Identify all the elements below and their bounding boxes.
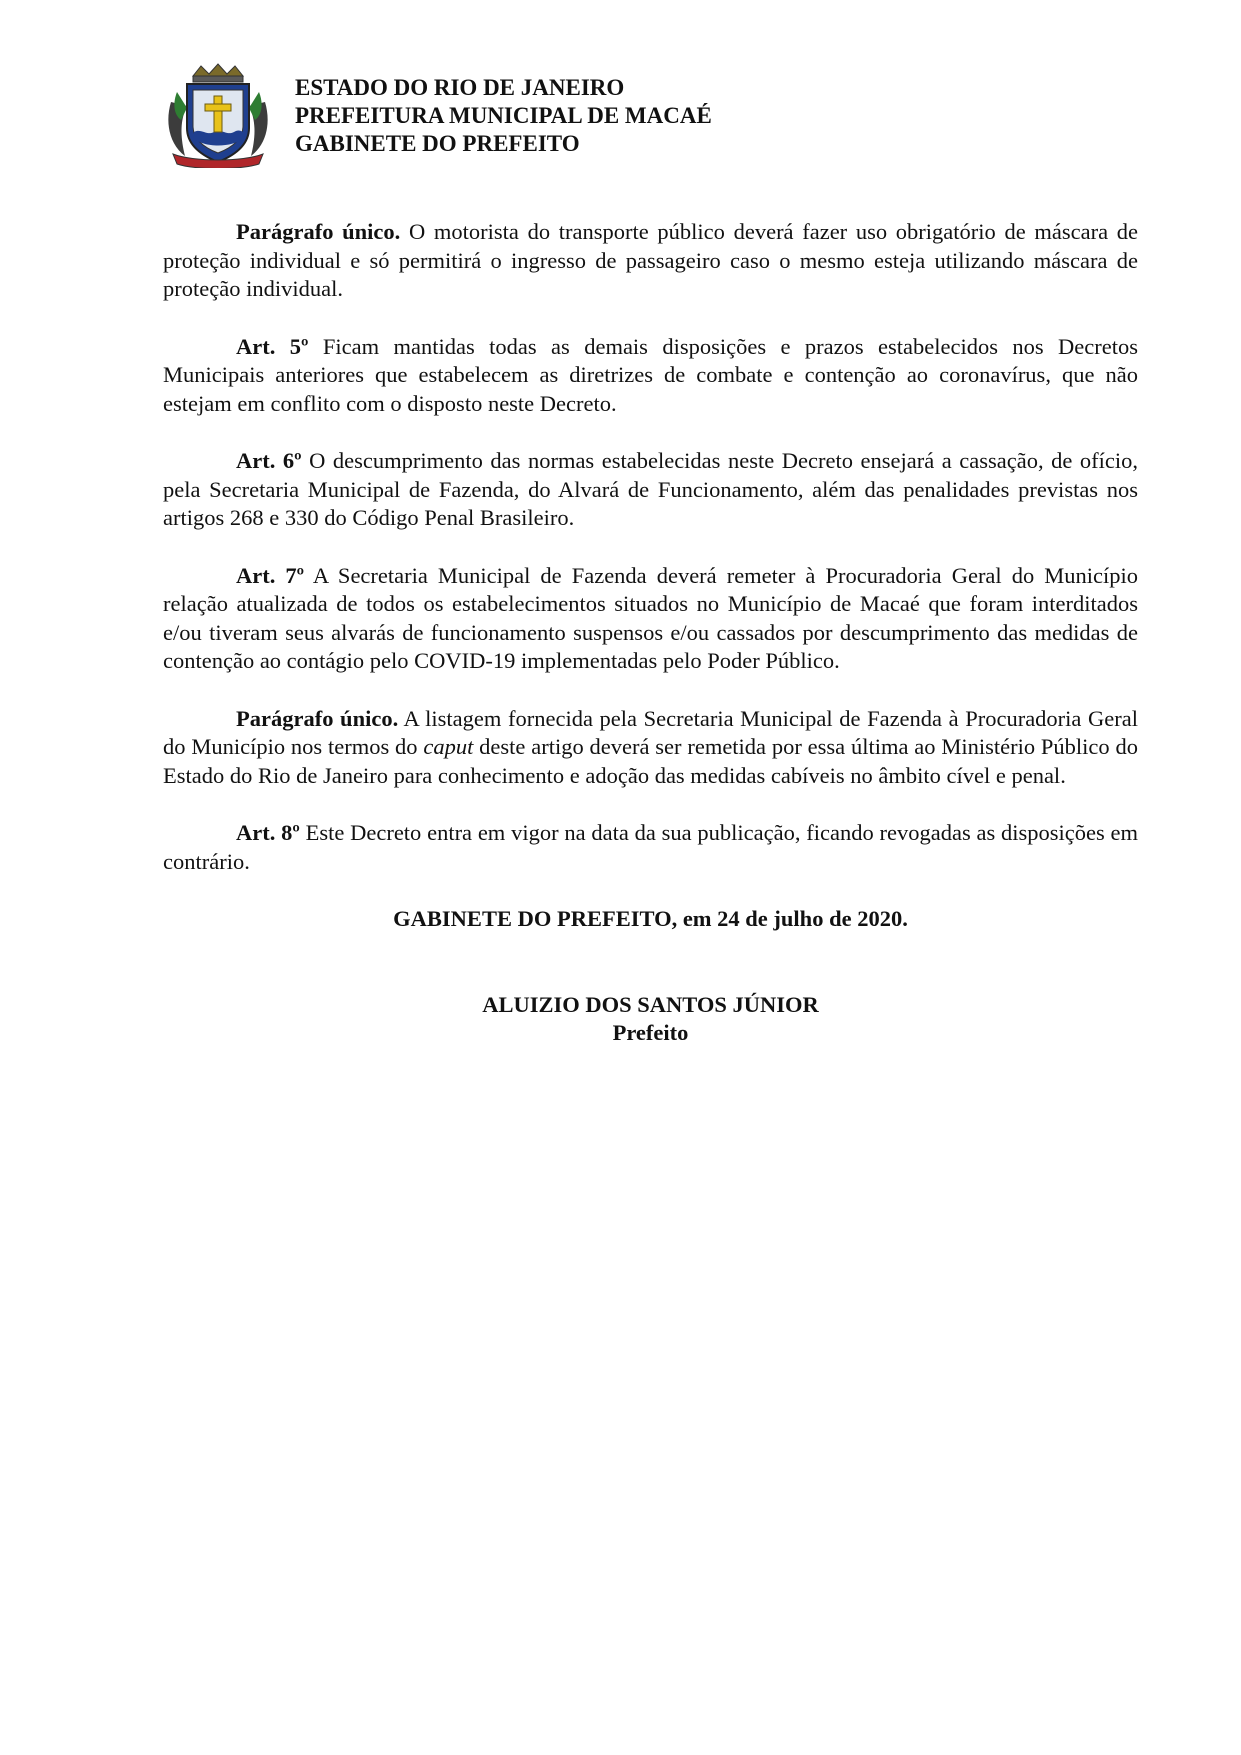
paragraph-text: O motorista do transporte público deverá fazer uso obrigatório de máscara de proteção individual e só permitirá o ingresso de passageiro caso o mesmo esteja utilizando máscara de proteção individual. — [163, 219, 1138, 301]
paragraph-lead: Parágrafo único. — [236, 705, 399, 731]
coat-of-arms-icon — [163, 62, 273, 168]
decree-body — [163, 218, 1138, 1048]
article-5 — [163, 333, 1138, 419]
article-text: O descumprimento das normas estabelecidas neste Decreto ensejará a cassação, de ofício, pela Secretaria Municipal de Fazenda, do Alvará de Funcionamento, além das penalidades previstas nos artigos 268 e 330 do Código Penal Brasileiro. — [163, 448, 1139, 530]
article-6 — [163, 447, 1138, 533]
signatory-title: Prefeito — [612, 1020, 689, 1045]
article-lead: Art. 6º — [236, 448, 302, 473]
closing-date-line: GABINETE DO PREFEITO, em 24 de julho de 2020. — [393, 906, 908, 931]
letterhead-text — [295, 74, 712, 158]
article-lead: Art. 7º — [236, 562, 305, 588]
header-office: GABINETE DO PREFEITO — [295, 131, 580, 156]
letterhead — [163, 62, 1063, 168]
header-state: ESTADO DO RIO DE JANEIRO — [295, 75, 625, 100]
paragraph-italic-term: caput — [423, 734, 474, 759]
paragraph-lead: Parágrafo único. — [236, 219, 401, 244]
signature-block — [163, 991, 1138, 1048]
paragraph-unico-1 — [163, 218, 1138, 304]
signatory-name: ALUIZIO DOS SANTOS JÚNIOR — [482, 991, 819, 1017]
article-lead: Art. 5º — [236, 333, 309, 359]
paragraph-text-after: deste artigo deverá ser remetida por essa última ao Ministério Público do Estado do Rio de Janeiro para conhecimento e adoção das medidas cabíveis no âmbito cível e penal. — [163, 734, 1138, 788]
article-7 — [163, 562, 1138, 676]
paragraph-unico-2 — [163, 705, 1138, 791]
article-8 — [163, 819, 1138, 876]
article-lead: Art. 8º — [236, 820, 300, 845]
article-text: Ficam mantidas todas as demais disposições e prazos estabelecidos nos Decretos Municipais anteriores que estabelecem as diretrizes de combate e contenção ao coronavírus, que não estejam em conflito com o disposto neste Decreto. — [163, 333, 1139, 416]
paragraph-text-before: A listagem fornecida pela Secretaria Municipal de Fazenda à Procuradoria Geral do Município nos termos do — [163, 705, 1138, 759]
article-text: Este Decreto entra em vigor na data da sua publicação, ficando revogadas as disposições em contrário. — [163, 820, 1138, 874]
article-text: A Secretaria Municipal de Fazenda deverá remeter à Procuradoria Geral do Município relação atualizada de todos os estabelecimentos situados no Município de Macaé que foram interditados e/ou tiveram seus alvarás de funcionamento suspensos e/ou cassados por descumprimento das medidas de contenção ao contágio pelo COVID-19 implementadas pelo Poder Público. — [163, 562, 1138, 673]
header-prefecture: PREFEITURA MUNICIPAL DE MACAÉ — [295, 103, 712, 128]
